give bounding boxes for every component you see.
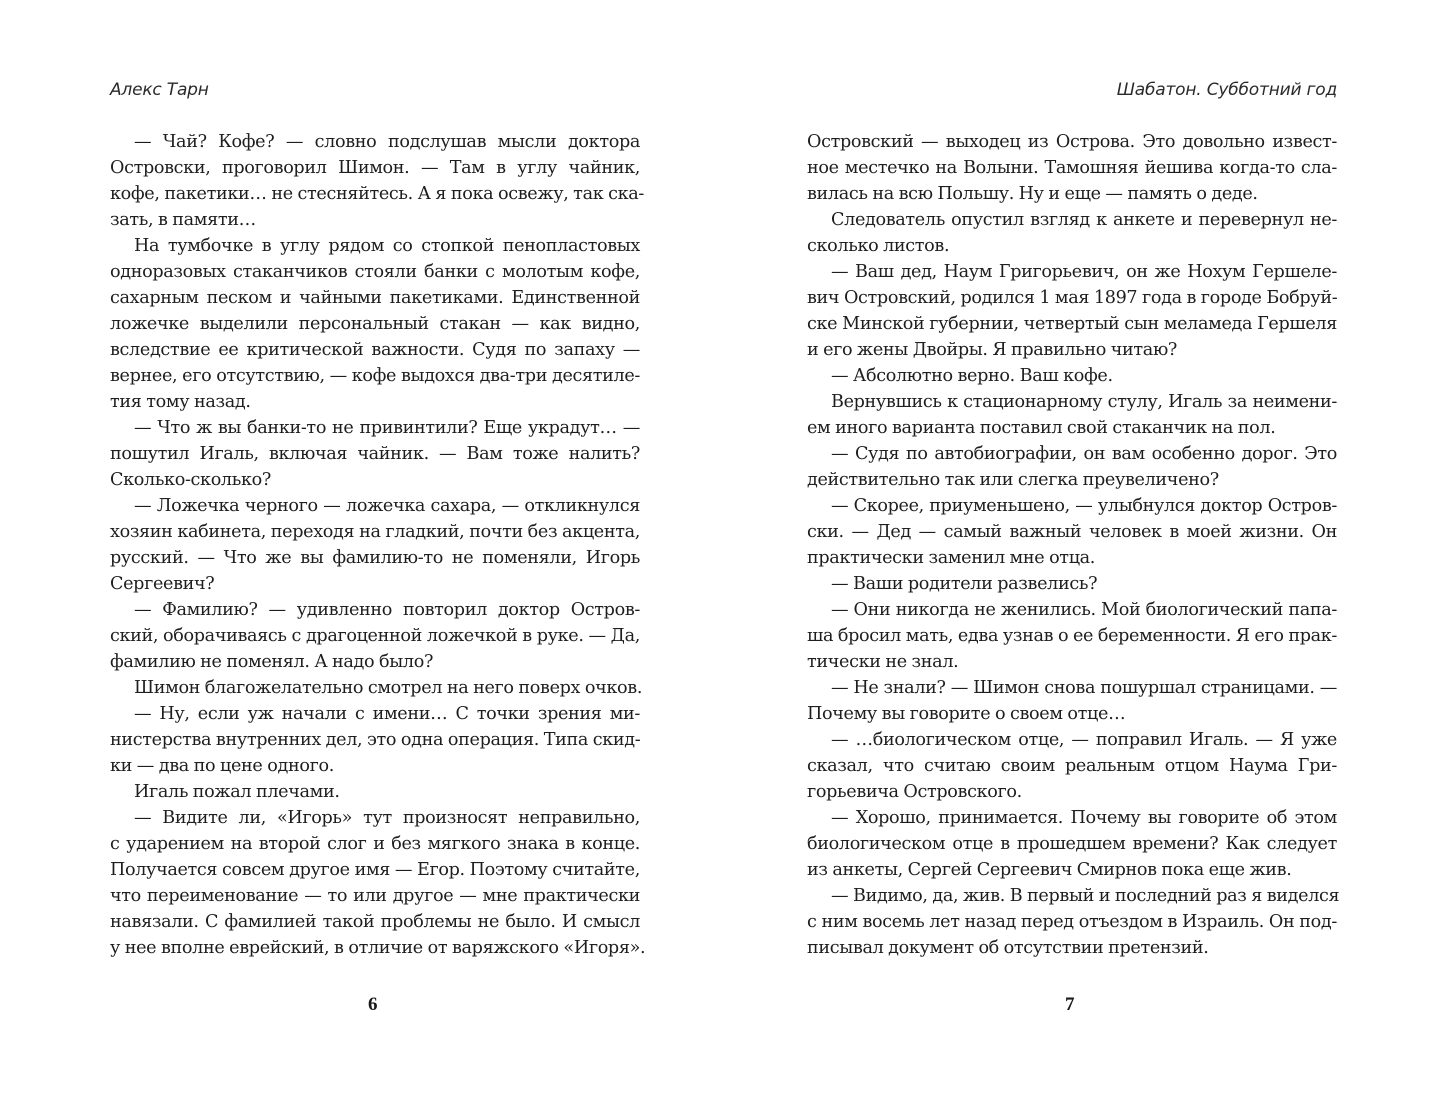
text-line: и его жены Двойры. Я правильно читаю? xyxy=(807,340,1177,360)
text-line: с ударением на второй слог и без мягкого знака в конце. xyxy=(110,834,640,854)
text-line: Шимон благожелательно смотрел на него поверх очков. xyxy=(134,678,643,698)
text-line: ске Минской губернии, четвертый сын меламеда Гершеля xyxy=(807,314,1337,334)
left-page-body xyxy=(110,129,646,961)
text-line: — Ложечка черного — ложечка сахара, — откликнулся xyxy=(134,496,640,516)
text-line: — Чай? Кофе? — словно подслушав мысли доктора xyxy=(134,132,640,152)
text-line: сколько листов. xyxy=(807,236,950,256)
text-line: биологическом отце в прошедшем времени? Как следует xyxy=(807,834,1337,854)
text-line: Следователь опустил взгляд к анкете и перевернул не- xyxy=(831,210,1337,230)
text-line: практически заменил мне отца. xyxy=(807,548,1096,568)
text-line: ский, оборачиваясь с драгоценной ложечкой в руке. — Да, xyxy=(110,626,640,646)
text-line: — Видимо, да, жив. В первый и последний раз я виделся xyxy=(831,886,1340,906)
text-line: тия тому назад. xyxy=(110,392,251,412)
text-line: Почему вы говорите о своем отце… xyxy=(807,704,1126,724)
text-line: фамилию не поменял. А надо было? xyxy=(110,652,434,672)
text-line: пошутил Игаль, включая чайник. — Вам тоже налить? xyxy=(110,444,640,464)
text-line: Получается совсем другое имя — Егор. Поэтому считайте, xyxy=(110,860,640,880)
text-line: с ним восемь лет назад перед отъездом в Израиль. Он под- xyxy=(807,912,1337,932)
text-line: ложечке выделили персональный стакан — как видно, xyxy=(110,314,640,334)
text-line: На тумбочке в углу рядом со стопкой пенопластовых xyxy=(134,236,640,256)
text-line: сказал, что считаю своим реальным отцом Наума Гри- xyxy=(807,756,1337,776)
text-line: действительно так или слегка преувеличено? xyxy=(807,470,1219,490)
text-line: — …биологическом отце, — поправил Игаль. — Я уже xyxy=(831,730,1337,750)
text-line: Сколько-сколько? xyxy=(110,470,271,490)
text-line: ки — два по цене одного. xyxy=(110,756,334,776)
page-number: 7 xyxy=(1065,994,1075,1015)
left-page xyxy=(110,0,646,1096)
running-head-title: Шабатон. Субботний год xyxy=(1116,80,1337,100)
text-line: Сергеевич? xyxy=(110,574,215,594)
text-line: — Ваш дед, Наум Григорьевич, он же Нохум Гершеле- xyxy=(831,262,1337,282)
text-line: вилась на всю Польшу. Ну и еще — память о деде. xyxy=(807,184,1258,204)
text-line: Игаль пожал плечами. xyxy=(134,782,340,802)
text-line: кофе, пакетики… не стесняйтесь. А я пока освежу, так ска- xyxy=(110,184,644,204)
text-line: одноразовых стаканчиков стояли банки с молотым кофе, xyxy=(110,262,640,282)
text-line: ша бросил мать, едва узнав о ее беременности. Я его прак- xyxy=(807,626,1337,646)
text-line: — Судя по автобиографии, он вам особенно дорог. Это xyxy=(831,444,1337,464)
text-line: сахарным песком и чайными пакетиками. Единственной xyxy=(110,288,640,308)
text-line: зать, в памяти… xyxy=(110,210,256,230)
text-line: нистерства внутренних дел, это одна операция. Типа скид- xyxy=(110,730,641,750)
right-page xyxy=(807,0,1340,1096)
text-line: Островский — выходец из Острова. Это довольно извест- xyxy=(807,132,1337,152)
text-line: Островски, проговорил Шимон. — Там в углу чайник, xyxy=(110,158,640,178)
text-line: — Видите ли, «Игорь» тут произносят неправильно, xyxy=(134,808,640,828)
text-line: — Ну, если уж начали с имени… С точки зрения ми- xyxy=(134,704,640,724)
text-line: ски. — Дед — самый важный человек в моей жизни. Он xyxy=(807,522,1337,542)
text-line: — Абсолютно верно. Ваш кофе. xyxy=(831,366,1113,386)
text-line: — Ваши родители развелись? xyxy=(831,574,1098,594)
text-line: ем иного варианта поставил свой стаканчик на пол. xyxy=(807,418,1276,438)
text-line: хозяин кабинета, переходя на гладкий, почти без акцента, xyxy=(110,522,640,542)
text-line: у нее вполне еврейский, в отличие от варяжского «Игоря». xyxy=(110,938,646,958)
text-line: — Хорошо, принимается. Почему вы говорите об этом xyxy=(831,808,1337,828)
text-line: что переименование — то или другое — мне практически xyxy=(110,886,640,906)
text-line: — Скорее, приуменьшено, — улыбнулся доктор Остров- xyxy=(831,496,1337,516)
text-line: Вернувшись к стационарному стулу, Игаль за неимени- xyxy=(831,392,1337,412)
text-line: вернее, его отсутствию, — кофе выдохся два-три десятиле- xyxy=(110,366,640,386)
text-line: русский. — Что же вы фамилию-то не поменяли, Игорь xyxy=(110,548,640,568)
text-line: — Фамилию? — удивленно повторил доктор Остров- xyxy=(134,600,640,620)
running-head-author: Алекс Тарн xyxy=(110,80,209,100)
text-line: — Не знали? — Шимон снова пошуршал страницами. — xyxy=(831,678,1337,698)
text-line: навязали. С фамилией такой проблемы не было. И смысл xyxy=(110,912,640,932)
page-number: 6 xyxy=(368,994,378,1015)
text-line: горьевича Островского. xyxy=(807,782,1022,802)
right-page-body xyxy=(807,129,1340,961)
text-line: писывал документ об отсутствии претензий. xyxy=(807,938,1209,958)
text-line: из анкеты, Сергей Сергеевич Смирнов пока еще жив. xyxy=(807,860,1292,880)
text-line: ное местечко на Волыни. Тамошняя йешива когда-то сла- xyxy=(807,158,1337,178)
text-line: — Они никогда не женились. Мой биологический папа- xyxy=(831,600,1337,620)
text-line: вич Островский, родился 1 мая 1897 года в городе Бобруй- xyxy=(807,288,1338,308)
text-line: — Что ж вы банки-то не привинтили? Еще украдут… — xyxy=(134,418,640,438)
text-line: вследствие ее критической важности. Судя по запаху — xyxy=(110,340,640,360)
text-line: тически не знал. xyxy=(807,652,959,672)
